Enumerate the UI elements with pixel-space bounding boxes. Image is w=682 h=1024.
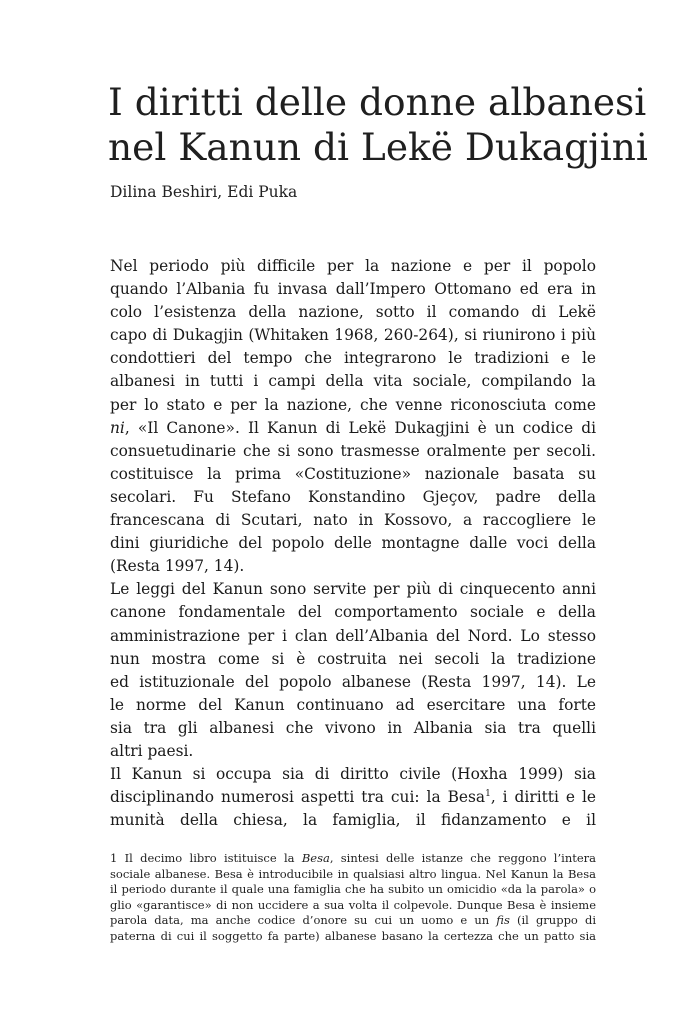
text-fragment: parola data, ma anche codice d’onore su cui un uomo e un	[110, 913, 490, 927]
text-line	[110, 786, 596, 809]
text-line: dini giuridiche del popolo delle montagne dalle voci della	[110, 534, 596, 553]
body-text	[110, 255, 596, 832]
text-line: Le leggi del Kanun sono servite per più di cinquecento anni	[110, 580, 596, 599]
footnote-line	[110, 913, 596, 929]
text-fragment: , sintesi delle istanze che reggono l’intera	[329, 851, 596, 865]
footnote-line: sociale albanese. Besa è introducibile in qualsiasi altro lingua. Nel Kanun la Besa	[110, 866, 596, 881]
text-line: costituisce la prima «Costituzione» nazionale basata su	[110, 464, 596, 483]
text-line: canone fondamentale del comportamento sociale e della	[110, 603, 596, 622]
article-title	[108, 80, 648, 170]
text-fragment: per lo stato e per la nazione, che venne riconosciuta come	[110, 395, 596, 414]
text-line: nun mostra come si è costruita nei secoli la tradizione	[110, 649, 596, 668]
text-line: munità della chiesa, la famiglia, il fidanzamento e il	[110, 811, 596, 830]
title-line-2: nel Kanun di Lekë Dukagjini	[108, 125, 648, 169]
italic-term: Besa	[301, 851, 330, 865]
text-line: ed istituzionale del popolo albanese (Resta 1997, 14). Le	[110, 672, 596, 691]
text-fragment: (il gruppo di	[516, 913, 596, 927]
footnote-ref[interactable]: 1	[485, 789, 491, 800]
footnote-line: glio «garantisce» di non uccidere a sua volta il colpevole. Dunque Besa è insieme	[110, 897, 596, 912]
text-line: le norme del Kanun continuano ad esercitare una forte	[110, 695, 596, 714]
italic-term: ni	[110, 418, 125, 437]
text-fragment: disciplinando numerosi aspetti tra cui: la Besa	[110, 788, 486, 807]
footnote-line	[110, 851, 596, 867]
text-line: capo di Dukagjin (Whitaken 1968, 260-264), si riunirono i più	[110, 326, 596, 345]
text-line	[110, 394, 596, 417]
text-line: francescana di Scutari, nato in Kossovo, a raccogliere le	[110, 511, 596, 530]
text-line: albanesi in tutti i campi della vita sociale, compilando la	[110, 372, 596, 391]
footnote-line: paterna di cui il soggetto fa parte) albanese basano la certezza che un patto sia	[110, 928, 596, 943]
text-line: secolari. Fu Stefano Konstandino Gjeçov, padre della	[110, 487, 596, 506]
italic-term: fis	[496, 913, 510, 927]
title-line-1: I diritti delle donne albanesi	[108, 80, 647, 124]
text-line: Nel periodo più difficile per la nazione e per il popolo	[110, 257, 596, 275]
text-line	[110, 417, 596, 440]
authors: Dilina Beshiri, Edi Puka	[110, 183, 298, 201]
text-line: colo l’esistenza della nazione, sotto il comando di Lekë	[110, 303, 596, 322]
text-line: Il Kanun si occupa sia di diritto civile (Hoxha 1999) sia	[110, 765, 596, 784]
text-line: condottieri del tempo che integrarono le tradizioni e le	[110, 349, 596, 368]
text-fragment: 1 Il decimo libro istituisce la	[110, 851, 295, 865]
text-line: sia tra gli albanesi che vivono in Albania sia tra quelli	[110, 718, 596, 737]
text-line: amministrazione per i clan dell’Albania del Nord. Lo stesso	[110, 626, 596, 645]
footnote-line: il periodo durante il quale una famiglia che ha subito un omicidio «da la parola» o	[110, 882, 596, 896]
text-fragment: , «Il Canone». Il Kanun di Lekë Dukagjini è un codice di	[124, 418, 596, 437]
text-line: quando l’Albania fu invasa dall’Impero Ottomano ed era in	[110, 280, 596, 299]
footnote	[110, 851, 596, 944]
text-line: consuetudinarie che si sono trasmesse oralmente per secoli.	[110, 441, 596, 460]
text-line: (Resta 1997, 14).	[110, 557, 245, 576]
text-line: altri paesi.	[110, 741, 194, 760]
text-fragment: , i diritti e le	[490, 788, 596, 807]
